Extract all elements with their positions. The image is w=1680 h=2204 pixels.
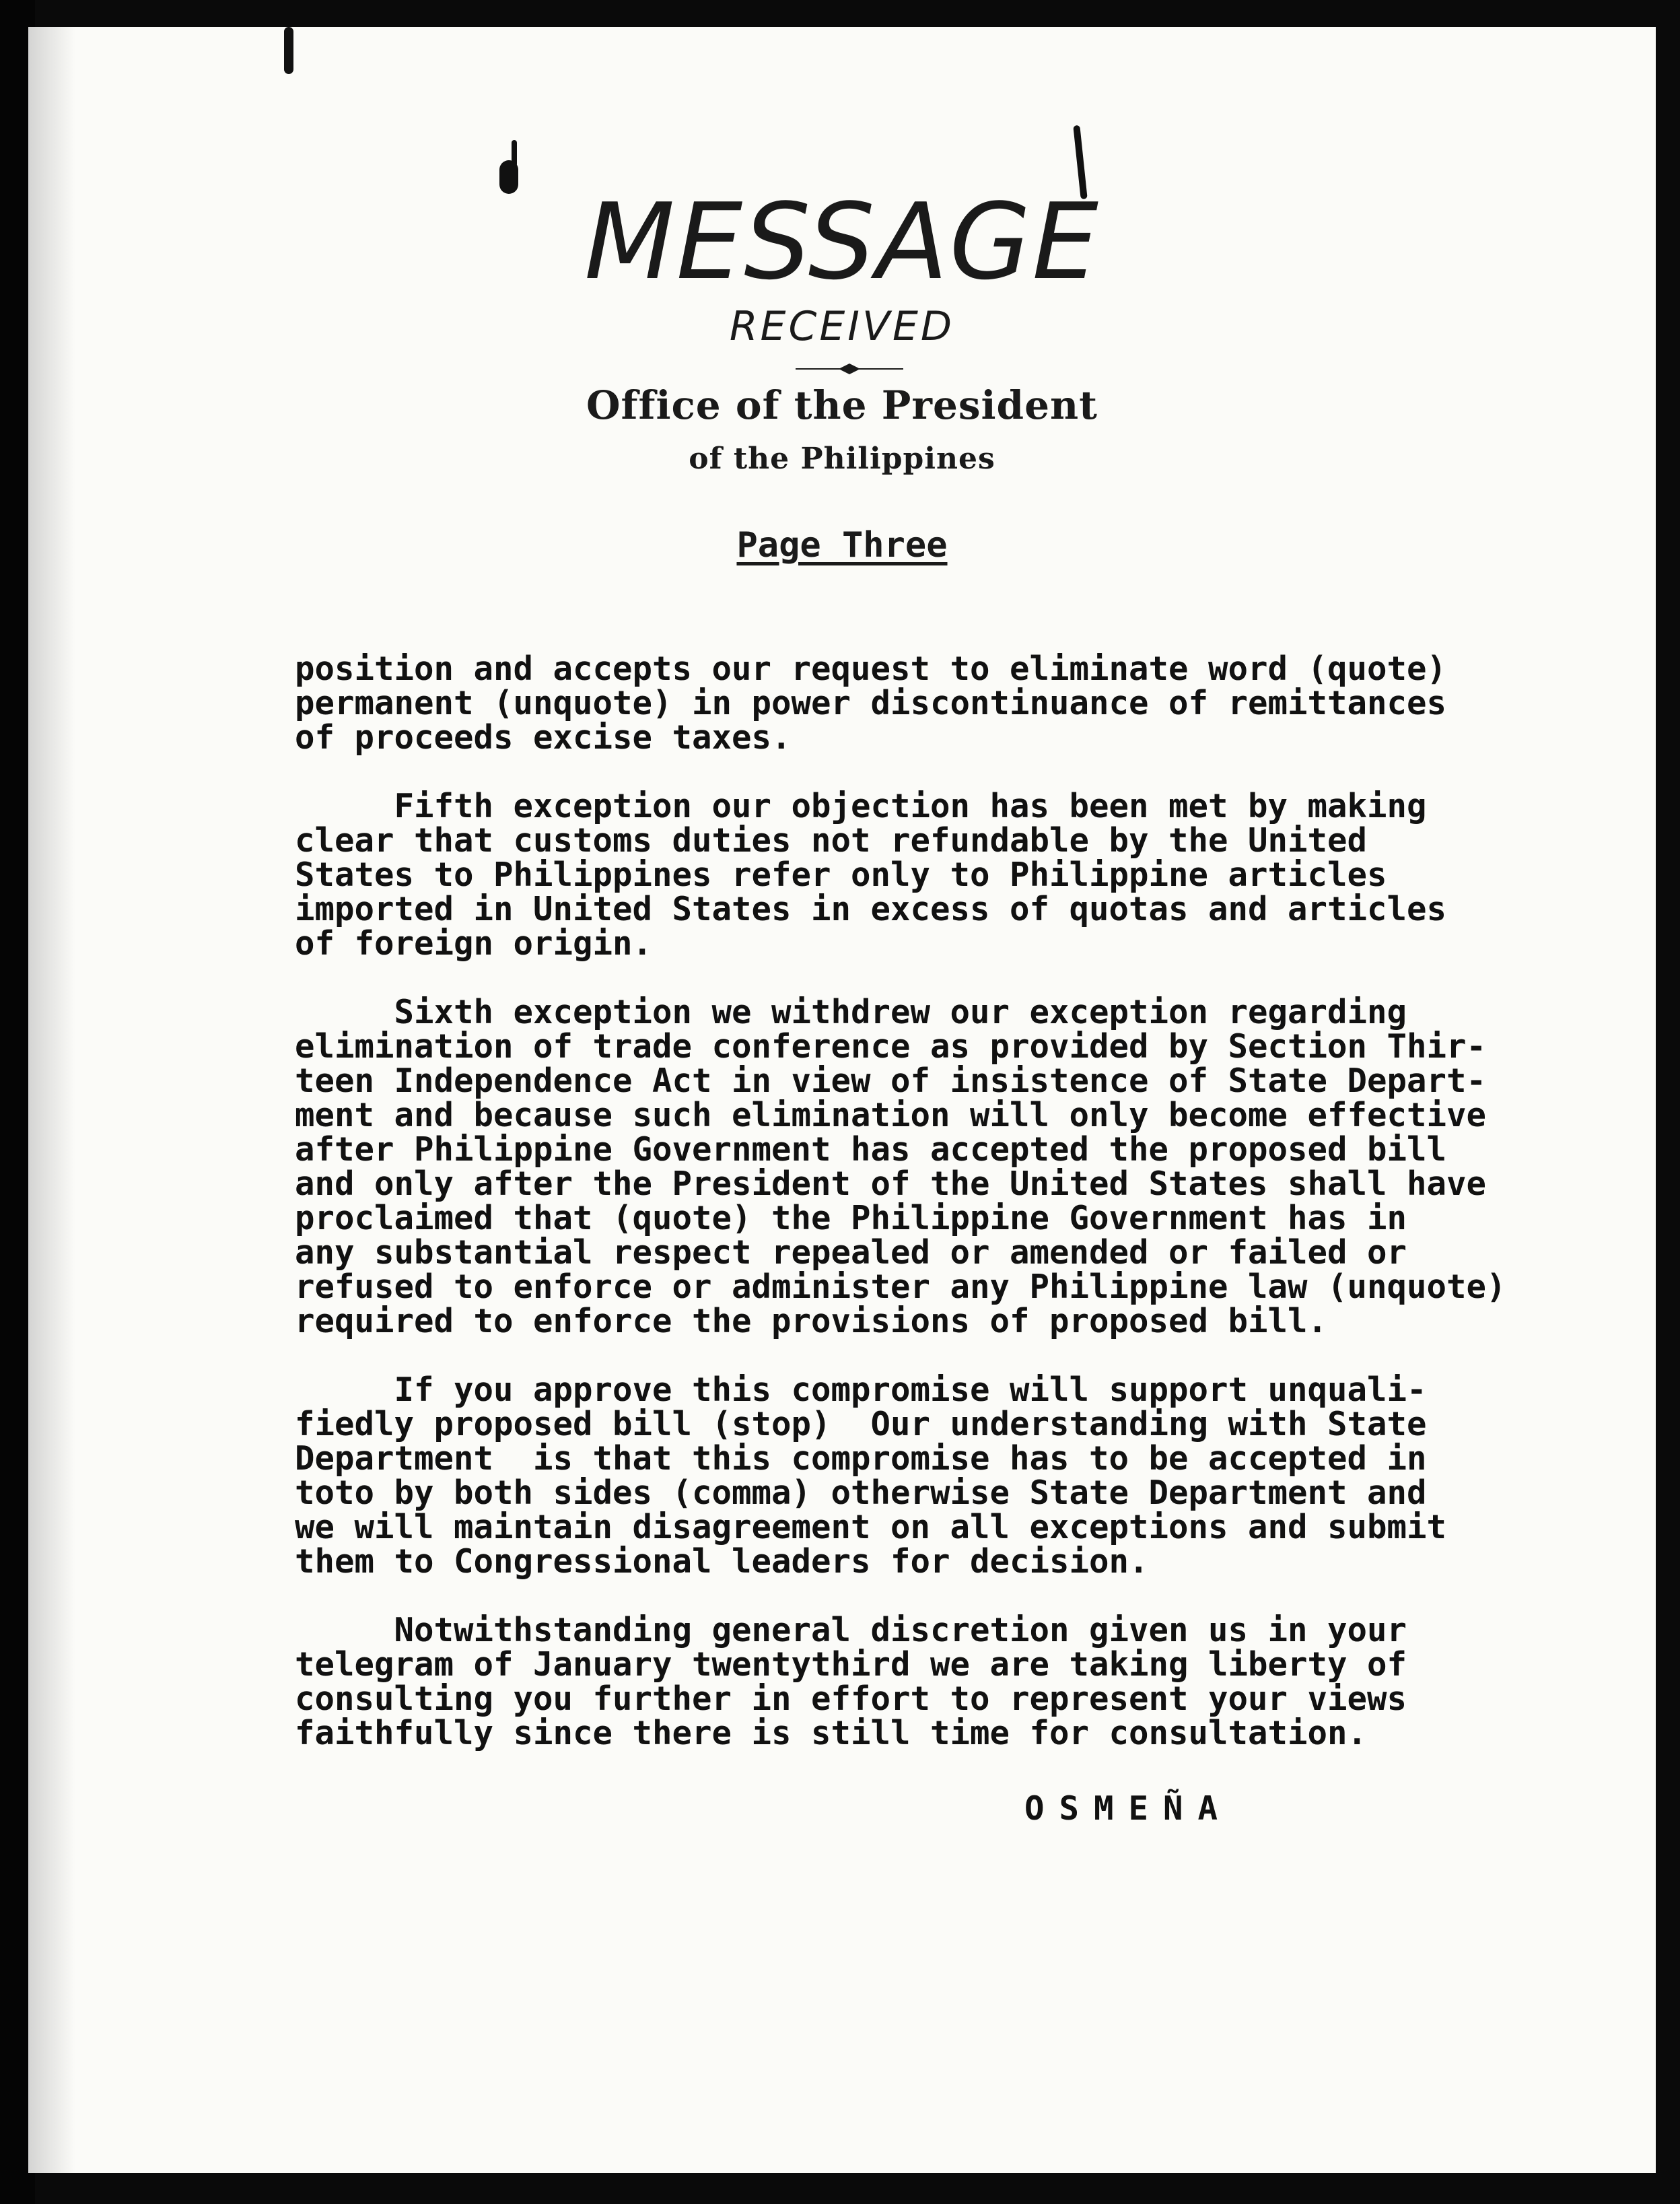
message-paragraph-3: Sixth exception we withdrew our exception regarding elimination of trade conference as provided by Section Thir- teen Independence Act in view of insistence of State Depart- ment and because such elimination will only become effective after Philippine Government has accepted the proposed bill and only after the President of the United States shall have proclaimed that (quote) the Philippine Government has in any substantial respect repealed or amended or failed or refused to enforce or administer any Philippine law (unquote) required to enforce the provisions of proposed bill. <box>295 993 1506 1340</box>
message-paragraph-5: Notwithstanding general discretion given us in your telegram of January twentythird we are taking liberty of consulting you further in effort to represent your views faithfully since there is still time for consultation. <box>295 1611 1407 1752</box>
message-paragraph-4: If you approve this compromise will support unquali- fiedly proposed bill (stop) Our understanding with State Department is that this compromise has to be accepted in toto by both sides (comma) otherwise State Department and we will maintain disagreement on all exceptions and submit them to Congressional leaders for decision. <box>295 1371 1447 1581</box>
ink-speck <box>284 27 293 74</box>
letterhead-office-line2: of the Philippines <box>689 442 995 476</box>
letterhead-ornament <box>796 362 903 376</box>
message-paragraph-2: Fifth exception our objection has been met by making clear that customs duties not refundable by the United States to Philippines refer only to Philippine articles imported in United States in excess of quotas and articles of foreign origin. <box>295 787 1447 963</box>
letterhead-subtitle: RECEIVED <box>729 303 955 350</box>
message-paragraph-1: position and accepts our request to eliminate word (quote) permanent (unquote) in power discontinuance of remittances of proceeds excise taxes. <box>295 650 1447 757</box>
page-label: Page Three <box>736 525 948 565</box>
signature: OSMEÑA <box>1024 1789 1233 1828</box>
message-body <box>295 652 1574 1785</box>
letterhead-office-line1: Office of the President <box>586 382 1098 428</box>
letterhead-title: MESSAGE <box>584 180 1100 303</box>
document-page <box>28 27 1656 2173</box>
ink-speck <box>512 140 517 167</box>
